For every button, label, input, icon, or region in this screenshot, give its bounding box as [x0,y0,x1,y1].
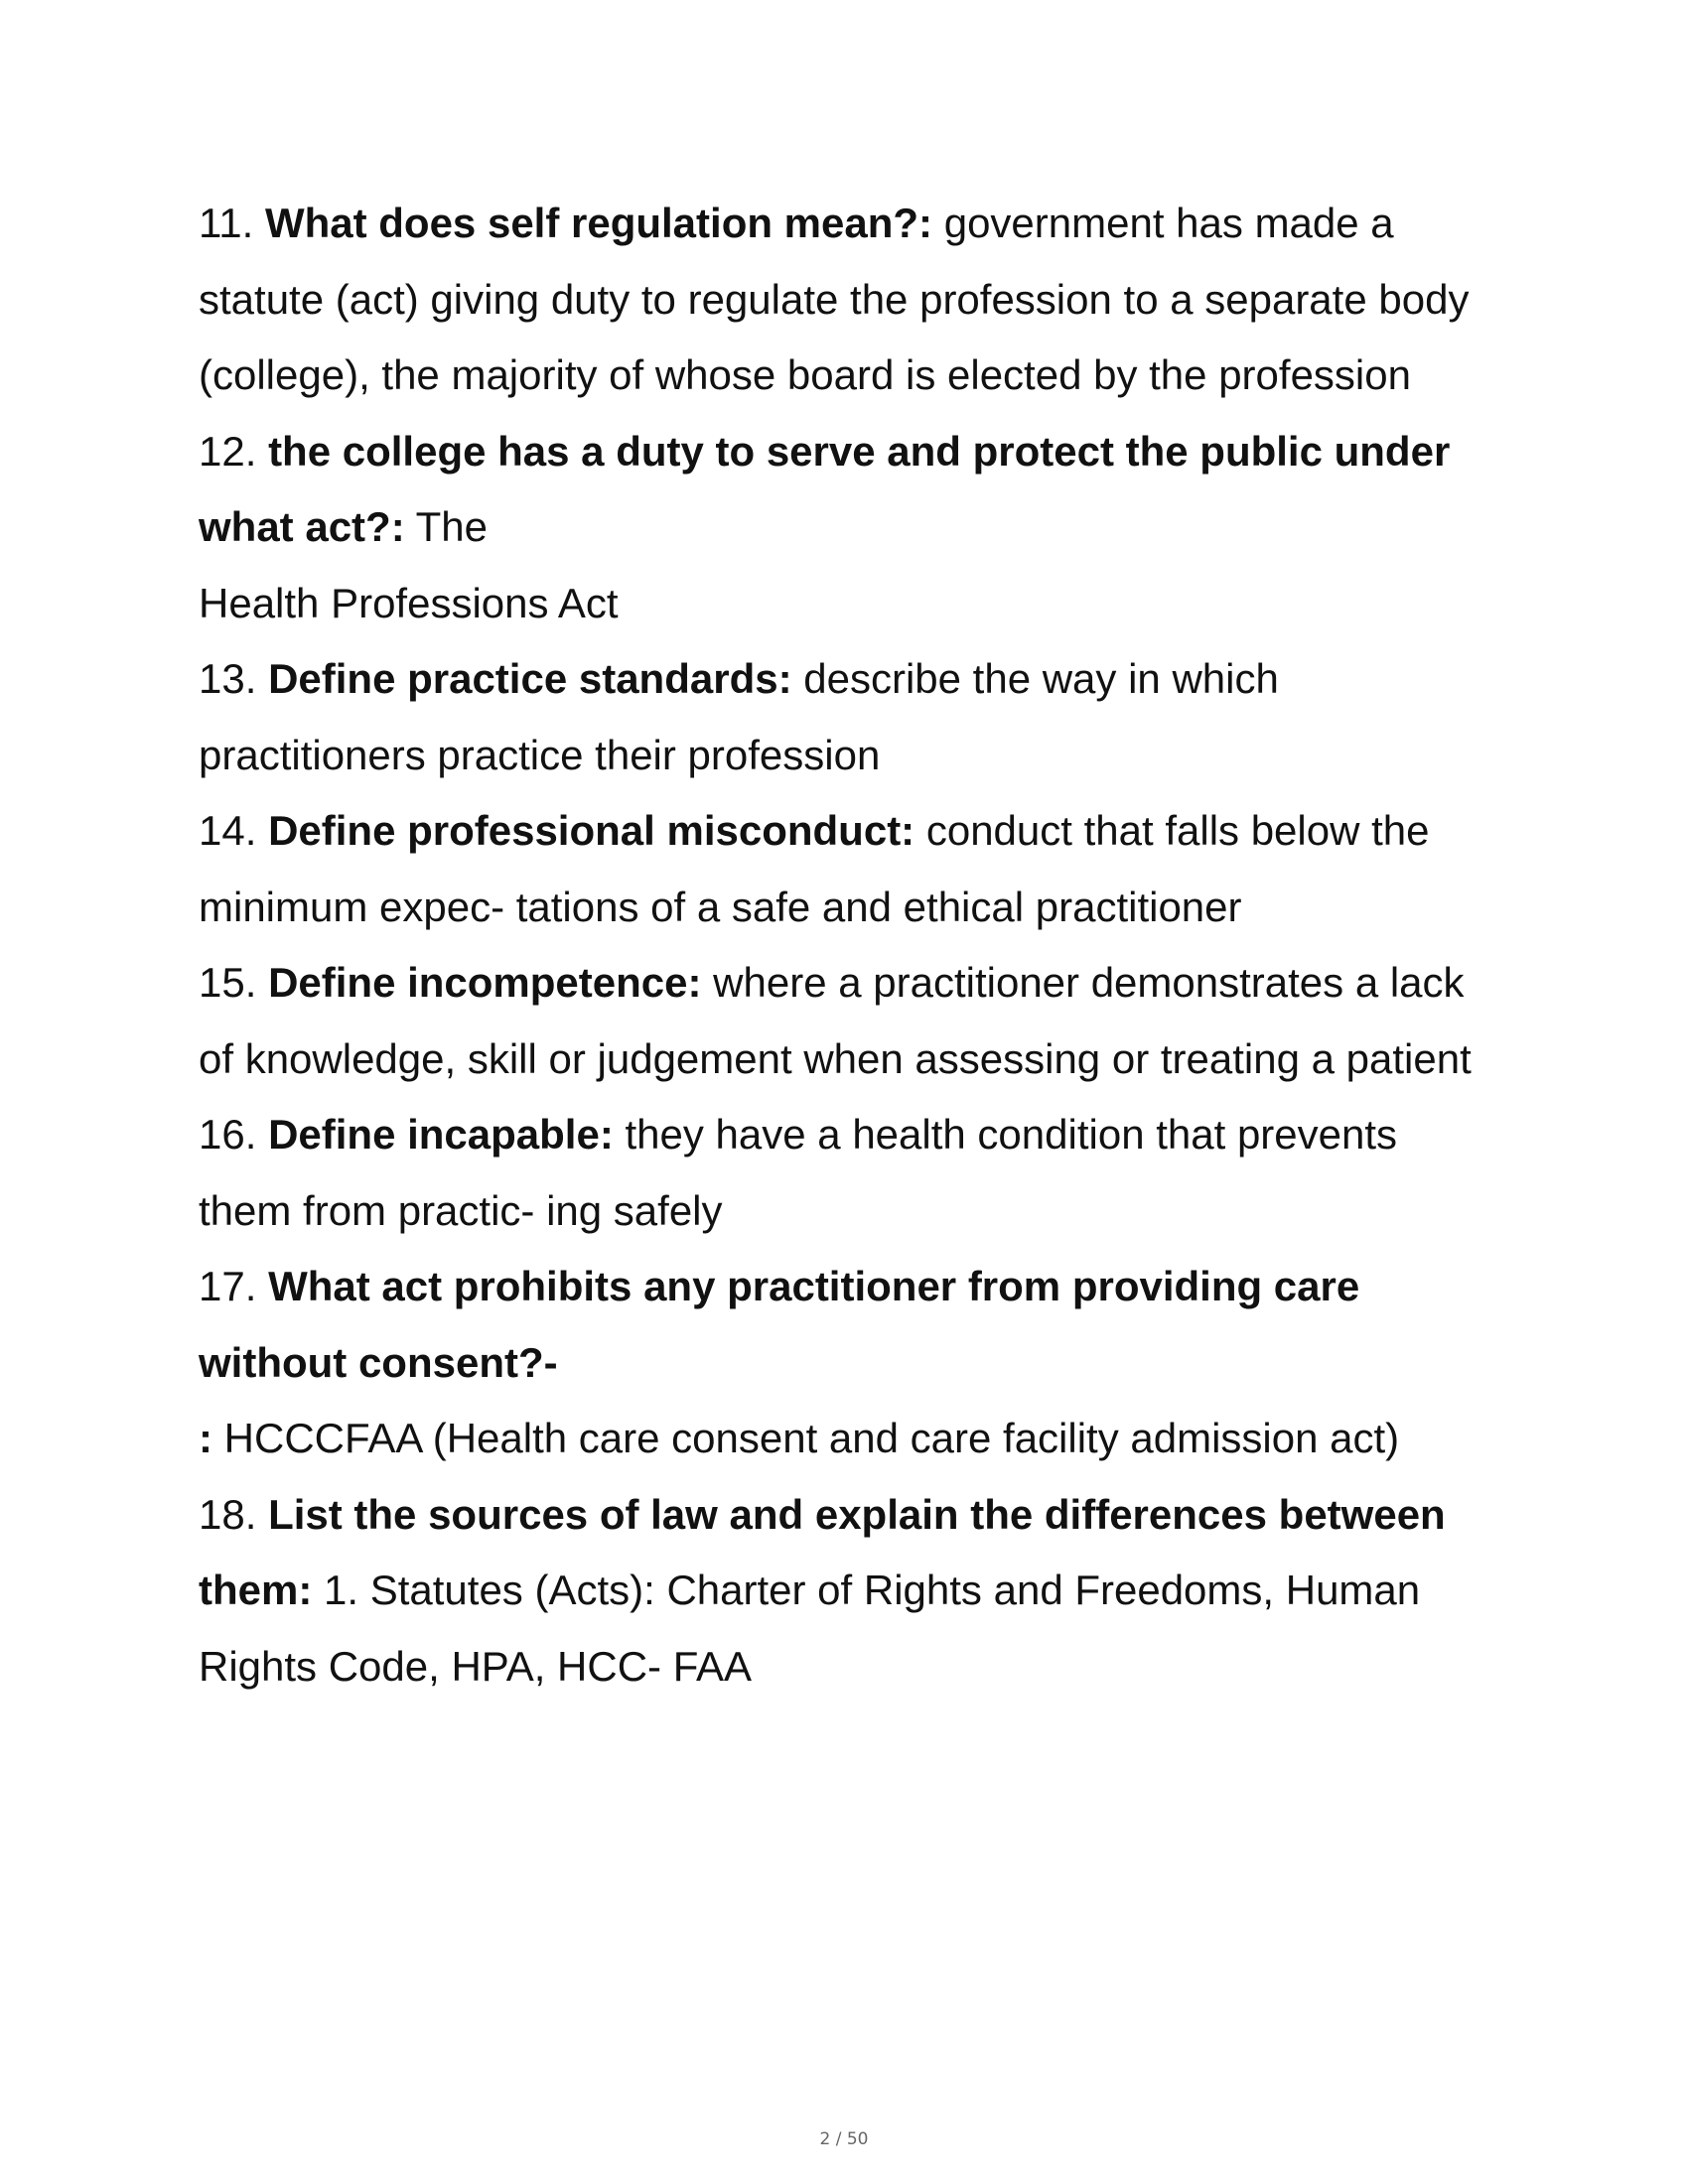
answer-text: 1. Statutes (Acts): Charter of Rights and Freedoms, Human Rights Code, HPA, HCC- FAA [199,1567,1421,1690]
question-text: Define professional misconduct: [268,807,915,854]
list-item [199,1097,1499,1249]
list-item [199,414,1499,642]
answer-text: HCCCFAA (Health care consent and care facility admission act) [223,1415,1400,1461]
item-number: 18. [199,1490,257,1538]
list-item [199,641,1499,793]
item-number: 16. [199,1111,257,1158]
answer-text: government has made a statute (act) giving duty to regulate the profession to a separate body (college), the majority of whose board is elected by the profession [199,200,1470,398]
answer-line [199,1401,1499,1477]
question-text: Define practice standards: [268,655,792,702]
list-item [199,1477,1499,1706]
question-text: List the sources of law and explain the differences between them: [199,1490,1446,1613]
answer-text: The [415,503,488,550]
answer-prefix: : [199,1415,212,1461]
item-number: 15. [199,959,257,1006]
question-text: What does self regulation mean?: [264,200,933,246]
item-number: 11. [199,200,254,246]
item-number: 12. [199,427,257,475]
answer-text: describe the way in which practitioners practice their profession [199,655,1279,778]
item-number: 17. [199,1263,257,1309]
answer-text: where a practitioner demonstrates a lack of knowledge, skill or judgement when assessing or treating a patient [199,959,1472,1082]
answer-text: they have a health condition that prevents them from practic- ing safely [199,1111,1398,1234]
list-item [199,1249,1499,1477]
page-number: 2 / 50 [819,2129,869,2149]
item-number: 13. [199,655,257,702]
flashcard-list [199,186,1499,1705]
list-item [199,186,1499,414]
answer-text-continued: Health Professions Act [199,579,619,626]
answer-text: conduct that falls below the minimum expec- tations of a safe and ethical practitioner [199,807,1430,930]
item-number: 14. [199,807,257,854]
list-item [199,793,1499,945]
question-text: the college has a duty to serve and protect the public under what act?: [199,427,1451,550]
question-text: Define incompetence: [268,959,702,1006]
question-text: What act prohibits any practitioner from providing care without consent?- [199,1263,1360,1386]
list-item [199,945,1499,1097]
question-text: Define incapable: [268,1111,614,1158]
